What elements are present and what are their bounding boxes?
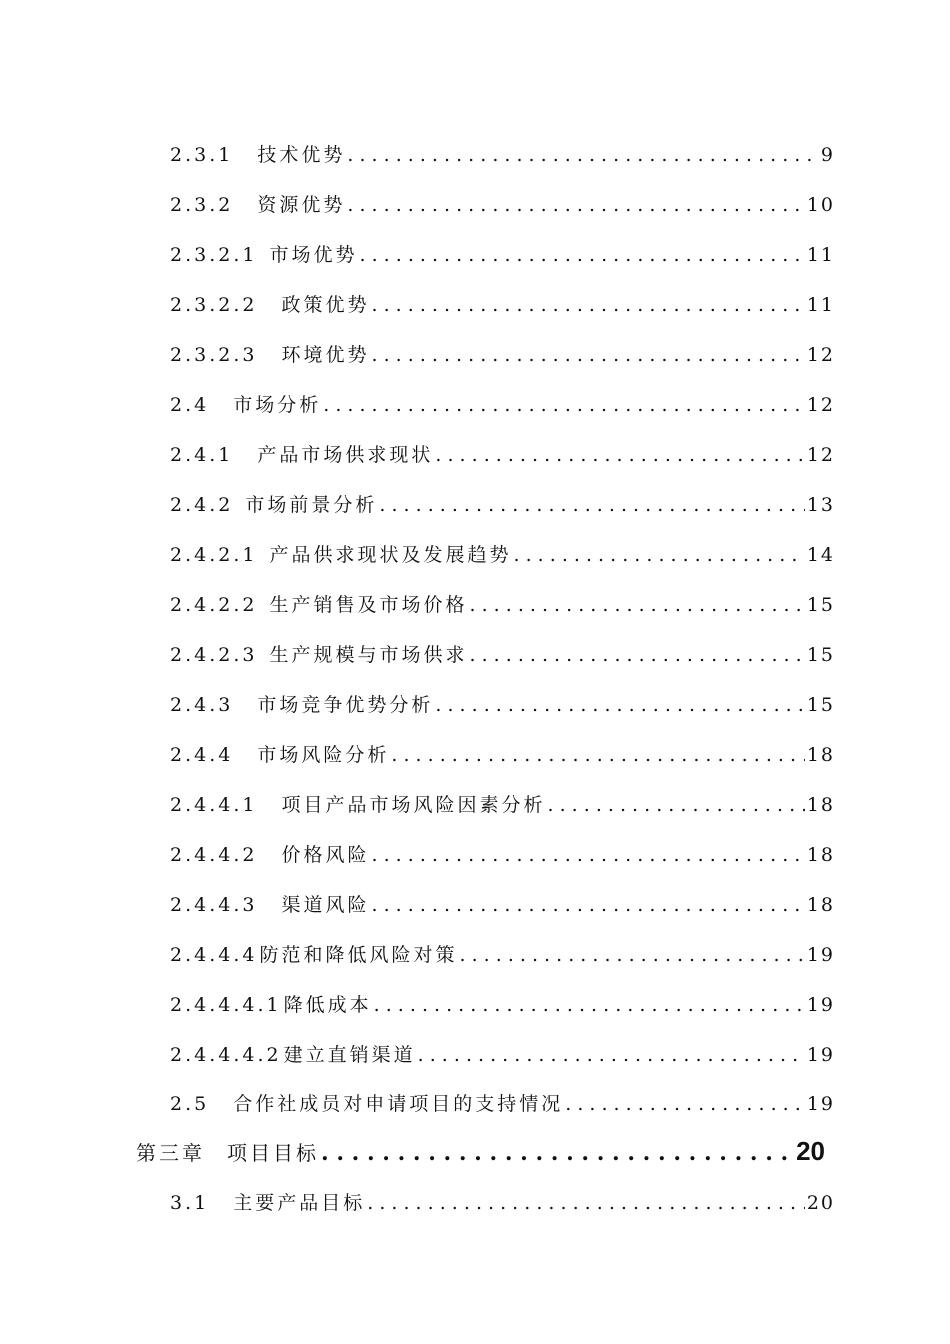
toc-page-number: 18 (806, 744, 835, 766)
toc-number: 2.4.1 (170, 444, 234, 466)
toc-number: 2.4.2.1 (170, 544, 258, 566)
toc-entry[interactable] (170, 790, 835, 817)
toc-page-number: 19 (806, 944, 835, 966)
toc-number: 2.4.4.4.2 (170, 1044, 282, 1066)
toc-entry[interactable] (170, 240, 835, 267)
toc-entry[interactable] (170, 840, 835, 867)
toc-chapter-entry[interactable] (136, 1136, 825, 1167)
toc-title: 产品市场供求现状 (257, 444, 434, 466)
toc-page-number: 9 (820, 144, 835, 166)
toc-entry[interactable] (170, 540, 835, 567)
toc-number: 2.3.1 (170, 144, 234, 166)
toc-page-number: 15 (806, 644, 835, 666)
toc-page-number: 11 (806, 294, 835, 316)
toc-number: 2.4.4.1 (170, 794, 258, 816)
toc-title: 主要产品目标 (233, 1192, 366, 1214)
toc-entry[interactable] (170, 490, 835, 517)
toc-title: 生产规模与市场供求 (269, 644, 468, 666)
toc-title: 合作社成员对申请项目的支持情况 (233, 1093, 564, 1115)
toc-title: 市场前景分析 (245, 494, 378, 516)
toc-title: 市场分析 (233, 394, 322, 416)
toc-page-number: 10 (806, 194, 835, 216)
toc-page-number: 18 (806, 794, 835, 816)
toc-number: 2.4.2.3 (170, 644, 258, 666)
toc-number: 2.4 (170, 394, 210, 416)
toc-entry[interactable] (170, 190, 835, 217)
toc-entry[interactable] (170, 340, 835, 367)
toc-page-number: 19 (806, 1093, 835, 1115)
toc-title: 建立直销渠道 (283, 1044, 416, 1066)
toc-page-number: 12 (806, 444, 835, 466)
toc-title: 产品供求现状及发展趋势 (269, 544, 512, 566)
dot-leader (379, 494, 804, 516)
toc-page-number: 15 (806, 594, 835, 616)
toc-number: 2.4.3 (170, 694, 234, 716)
toc-entry[interactable] (170, 1040, 835, 1067)
toc-entry[interactable] (170, 290, 835, 317)
dot-leader (470, 644, 805, 666)
dot-leader (391, 744, 804, 766)
dot-leader (418, 1044, 805, 1066)
toc-page-number: 20 (806, 1192, 835, 1214)
toc-entry[interactable] (170, 690, 835, 717)
dot-leader (360, 244, 805, 266)
dot-leader (374, 994, 805, 1016)
toc-number: 2.4.4.4 (170, 944, 258, 966)
toc-entry[interactable] (170, 990, 835, 1017)
dot-leader (372, 294, 805, 316)
toc-title: 渠道风险 (281, 894, 370, 916)
toc-entry[interactable] (170, 390, 835, 417)
toc-title: 环境优势 (281, 344, 370, 366)
toc-page-number: 19 (806, 994, 835, 1016)
toc-number: 3.1 (170, 1192, 210, 1214)
toc-title: 市场竞争优势分析 (257, 694, 434, 716)
toc-title: 市场优势 (269, 244, 358, 266)
dot-leader (435, 694, 804, 716)
toc-entry[interactable] (170, 1188, 835, 1215)
toc-title: 价格风险 (281, 844, 370, 866)
toc-number: 2.4.4 (170, 744, 234, 766)
toc-title: 资源优势 (257, 194, 346, 216)
dot-leader (565, 1093, 805, 1115)
toc-number: 2.3.2.3 (170, 344, 258, 366)
toc-page-number: 18 (806, 844, 835, 866)
toc-page-number: 12 (806, 394, 835, 416)
toc-number: 2.3.2 (170, 194, 234, 216)
dot-leader (347, 194, 804, 216)
dot-leader (323, 394, 805, 416)
toc-title: 降低成本 (283, 994, 372, 1016)
toc-page-number: 18 (806, 894, 835, 916)
dot-leader (372, 344, 805, 366)
toc-page-number: 20 (796, 1136, 825, 1166)
dot-leader (367, 1192, 805, 1214)
dot-leader (321, 1140, 794, 1166)
toc-entry[interactable] (170, 590, 835, 617)
toc-number: 2.4.4.3 (170, 894, 258, 916)
toc-entry[interactable] (170, 140, 835, 167)
dot-leader (372, 894, 805, 916)
toc-title: 市场风险分析 (257, 744, 390, 766)
dot-leader (514, 544, 805, 566)
toc-page-number: 19 (806, 1044, 835, 1066)
dot-leader (470, 594, 805, 616)
dot-leader (372, 844, 805, 866)
toc-page-number: 15 (806, 694, 835, 716)
toc-title: 生产销售及市场价格 (269, 594, 468, 616)
toc-number: 2.3.2.1 (170, 244, 258, 266)
toc-number: 2.4.4.2 (170, 844, 258, 866)
toc-number: 2.4.4.4.1 (170, 994, 282, 1016)
toc-page-number: 11 (806, 244, 835, 266)
dot-leader (347, 144, 819, 166)
toc-title: 技术优势 (257, 144, 346, 166)
toc-number: 2.5 (170, 1093, 210, 1115)
dot-leader (460, 944, 805, 966)
toc-entry[interactable] (170, 1089, 835, 1116)
toc-entry[interactable] (170, 940, 835, 967)
toc-entry[interactable] (170, 640, 835, 667)
toc-title: 防范和降低风险对策 (259, 944, 458, 966)
toc-page-number: 13 (806, 494, 835, 516)
toc-title: 项目产品市场风险因素分析 (281, 794, 546, 816)
toc-number: 2.4.2.2 (170, 594, 258, 616)
toc-number: 2.4.2 (170, 494, 234, 516)
toc-entry[interactable] (170, 440, 835, 467)
toc-entry[interactable] (170, 890, 835, 917)
dot-leader (548, 794, 805, 816)
toc-page-number: 12 (806, 344, 835, 366)
toc-title: 政策优势 (281, 294, 370, 316)
toc-page-number: 14 (806, 544, 835, 566)
dot-leader (435, 444, 804, 466)
toc-title: 项目目标 (227, 1141, 319, 1165)
toc-chapter-label: 第三章 (136, 1141, 205, 1165)
toc-entry[interactable] (170, 740, 835, 767)
toc-number: 2.3.2.2 (170, 294, 258, 316)
